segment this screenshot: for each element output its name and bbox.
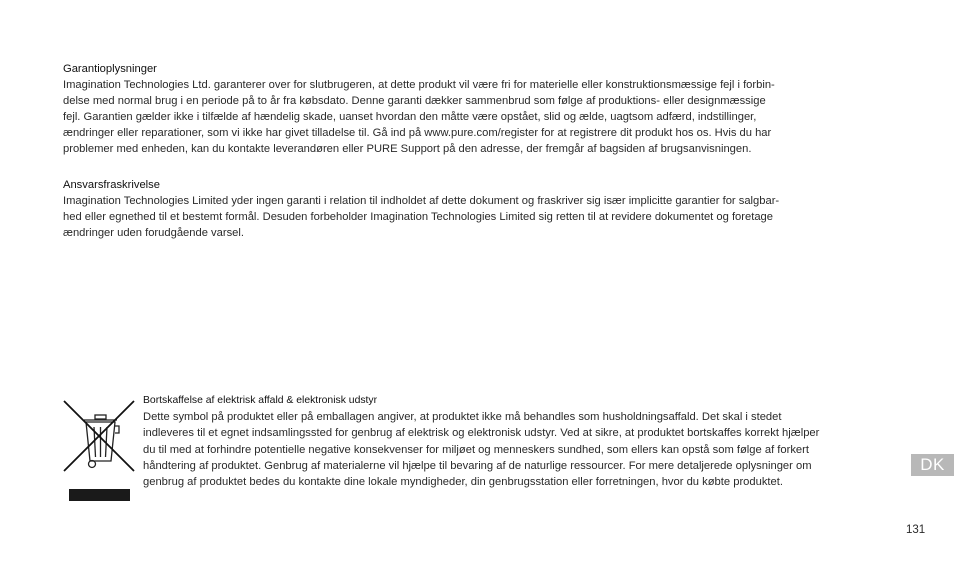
warranty-text-line: Imagination Technologies Ltd. garanterer over for slutbrugeren, at dette produkt vil være fri for materielle eller konstruktionsmæssige fejl i forbin- (63, 79, 775, 91)
weee-section (143, 393, 933, 490)
disclaimer-section (63, 177, 893, 241)
warranty-text-line: fejl. Garantien gælder ikke i tilfælde af hændelig skade, uanset hvordan den måtte være opstået, slid og ælde, uagtsom adfærd, indstillinger, (63, 111, 757, 123)
warranty-text-line: problemer med enheden, kan du kontakte leverandøren eller PURE Support på den adresse, der fremgår af bagsiden af brugsanvisningen. (63, 143, 752, 155)
symbol-underline-bar (69, 489, 130, 501)
weee-text-line: indleveres til et egnet indsamlingssted for genbrug af elektrisk og elektronisk udstyr. Ved at sikre, at produktet bortskaffes korrekt hjælper (143, 427, 820, 440)
disclaimer-heading: Ansvarsfraskrivelse (63, 179, 160, 191)
warranty-section (63, 61, 893, 157)
weee-text-line: genbrug af produktet bedes du kontakte dine lokale myndigheder, din genbrugsstation eller forretningen, hvor du købte produktet. (143, 476, 783, 489)
warranty-text-line: delse med normal brug i en periode på to år fra købsdato. Denne garanti dækker sammenbrud som følge af produktions- eller designmæssige (63, 95, 766, 107)
crossed-out-wheelie-bin-icon (62, 399, 136, 473)
warranty-text-line: ændringer eller reparationer, som vi ikke har givet tilladelse til. Gå ind på www.pure.com/register for at registrere dit produkt hos os. Hvis du har (63, 127, 772, 139)
disclaimer-text-line: Imagination Technologies Limited yder ingen garanti i relation til indholdet af dette dokument og fraskriver sig især implicitte garantier for salgbar- (63, 195, 780, 207)
weee-text-line: håndtering af produktet. Genbrug af materialerne vil hjælpe til bevaring af de naturlige ressourcer. For mere detaljerede oplysninger om (143, 459, 812, 472)
disclaimer-text-line: hed eller egnethed til et bestemt formål. Desuden forbeholder Imagination Technologies Limited sig retten til at revidere dokumentet og foretage (63, 211, 774, 223)
page-number: 131 (906, 524, 926, 536)
disclaimer-text-line: ændringer uden forudgående varsel. (63, 227, 244, 239)
weee-text-line: du til med at forhindre potentielle negative konsekvenser for miljøet og menneskers sundhed, som ellers kan opstå som følge af forkert (143, 443, 809, 456)
warranty-heading: Garantioplysninger (63, 63, 157, 75)
weee-text-line: Dette symbol på produktet eller på emballagen angiver, at produktet ikke må behandles som husholdningsaffald. Det skal i stedet (143, 411, 782, 424)
weee-heading: Bortskaffelse af elektrisk affald & elektronisk udstyr (143, 395, 378, 406)
language-tab: DK (911, 454, 954, 476)
